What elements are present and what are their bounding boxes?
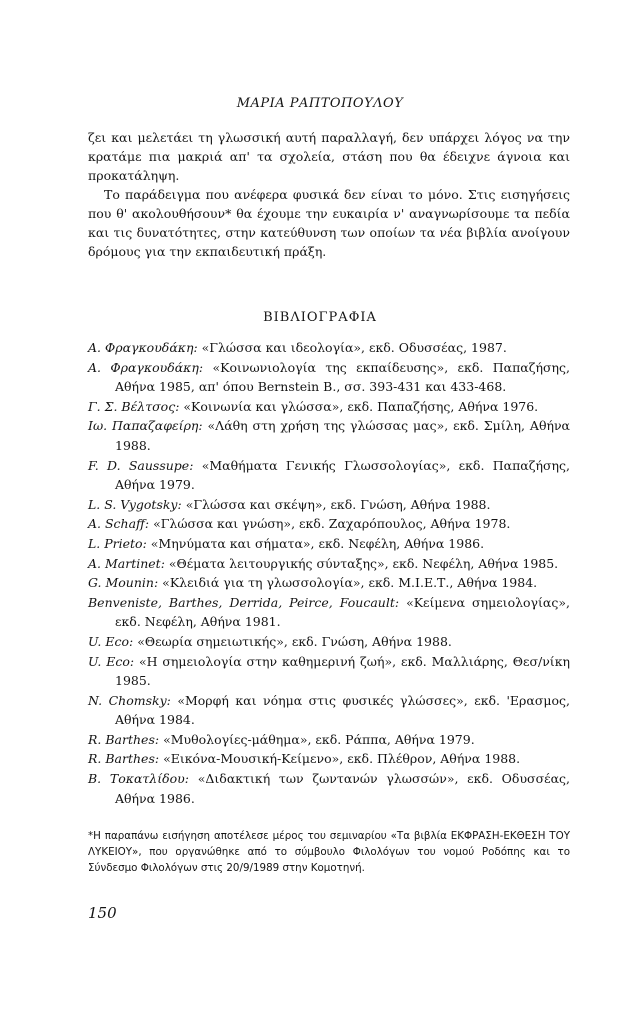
bibliography-author: U. Eco:	[88, 633, 134, 649]
body-paragraph: Το παράδειγμα που ανέφερα φυσικά δεν είναι το μόνο. Στις εισηγήσεις που θ' ακολουθήσουν* θα έχουμε την ευκαιρία ν' αναγνωρίσουμε τα πεδία και τις δυνατότητες, στην κατεύθυνση των οποίων τα νέα βιβλία ανοίγουν δρόμους για την εκπαιδευτική πράξη.	[88, 187, 570, 259]
bibliography-author: A. Martinet:	[88, 555, 165, 571]
bibliography-reference: «Γλώσσα και σκέψη», εκδ. Γνώση, Αθήνα 1988.	[185, 496, 491, 512]
bibliography-reference: «Θέματα λειτουργικής σύνταξης», εκδ. Νεφέλη, Αθήνα 1985.	[168, 555, 559, 571]
bibliography-author: Benveniste, Barthes, Derrida, Peirce, Foucault:	[88, 594, 400, 610]
bibliography-entry	[88, 534, 570, 554]
bibliography-author: L. Prieto:	[88, 535, 147, 551]
bibliography-reference: «Μαθήματα Γενικής Γλωσσολογίας», εκδ. Παπαζήσης, Αθήνα 1979.	[115, 457, 570, 493]
bibliography-reference: «Κείμενα σημειολογίας», εκδ. Νεφέλη, Αθήνα 1981.	[115, 594, 570, 630]
running-header: ΜΑΡΙΑ ΡΑΠΤΟΠΟΥΛΟΥ	[236, 96, 404, 111]
bibliography-reference: «Κλειδιά για τη γλωσσολογία», εκδ. Μ.Ι.Ε.Τ., Αθήνα 1984.	[162, 575, 538, 591]
bibliography-entry	[88, 416, 570, 455]
bibliography-reference: «Μυθολογίες-μάθημα», εκδ. Ράππα, Αθήνα 1979.	[163, 731, 475, 747]
bibliography-author: Α. Φραγκουδάκη:	[88, 340, 198, 355]
bibliography-entry	[88, 495, 570, 515]
bibliography-author: Β. Τοκατλίδου:	[88, 771, 189, 787]
bibliography-reference: «Η σημειολογία στην καθημερινή ζωή», εκδ. Μαλλιάρης, Θεσ/νίκη 1985.	[115, 653, 570, 689]
bibliography-author: Α. Φραγκουδάκη:	[88, 359, 204, 375]
bibliography-reference: «Γλώσσα και γνώση», εκδ. Ζαχαρόπουλος, Αθήνα 1978.	[153, 516, 511, 532]
bibliography-reference: «Διδακτική των ζωντανών γλωσσών», εκδ. Οδυσσέας, Αθήνα 1986.	[115, 771, 570, 806]
bibliography-entry	[88, 593, 570, 632]
bibliography-entry	[88, 749, 570, 769]
bibliography-author: A. Schaff:	[88, 516, 150, 532]
bibliography-title: ΒΙΒΛΙΟΓΡΑΦΙΑ	[263, 310, 377, 325]
bibliography-list	[88, 338, 570, 808]
bibliography-entry	[88, 652, 570, 691]
bibliography-entry	[88, 573, 570, 593]
bibliography-author: R. Barthes:	[88, 731, 160, 747]
bibliography-author: N. Chomsky:	[88, 692, 171, 708]
bibliography-author: L. S. Vygotsky:	[88, 496, 182, 512]
bibliography-reference: «Εικόνα-Μουσική-Κείμενο», εκδ. Πλέθρον, Αθήνα 1988.	[163, 751, 521, 767]
footnote: *Η παραπάνω εισήγηση αποτέλεσε μέρος του σεμιναρίου «Τα βιβλία ΕΚΦΡΑΣΗ-ΕΚΘΕΣΗ ΤΟΥ ΛΥΚΕΙΟΥ», που οργανώθηκε από το σύμβουλο Φιλολόγων του νομού Ροδόπης και το Σύνδεσμο Φιλολόγων στις 20/9/1989 στην Κομοτηνή.	[88, 830, 570, 874]
bibliography-author: Γ. Σ. Βέλτσος:	[88, 398, 180, 414]
bibliography-reference: «Κοινωνιολογία της εκπαίδευσης», εκδ. Παπαζήσης, Αθήνα 1985, απ' όπου Bernstein B., σσ. 393-431 και 433-468.	[115, 359, 570, 395]
bibliography-entry	[88, 554, 570, 574]
bibliography-author: U. Eco:	[88, 653, 135, 669]
body-paragraph: ζει και μελετάει τη γλωσσική αυτή παραλλαγή, δεν υπάρχει λόγος να την κρατάμε πια μακριά απ' τα σχολεία, στάση που θα έδειχνε άγνοια και προκατάληψη.	[88, 130, 570, 183]
bibliography-reference: «Μορφή και νόημα στις φυσικές γλώσσες», εκδ. 'Ερασμος, Αθήνα 1984.	[115, 692, 570, 728]
bibliography-entry	[88, 691, 570, 730]
bibliography-author: R. Barthes:	[88, 751, 160, 767]
bibliography-reference: «Λάθη στη χρήση της γλώσσας μας», εκδ. Σμίλη, Αθήνα 1988.	[115, 418, 570, 453]
page-number: 150	[88, 904, 117, 922]
bibliography-entry	[88, 358, 570, 397]
bibliography-entry	[88, 632, 570, 652]
body-text	[88, 128, 570, 261]
bibliography-author: Ιω. Παπαζαφείρη:	[88, 418, 203, 434]
bibliography-entry	[88, 338, 570, 358]
bibliography-entry	[88, 514, 570, 534]
bibliography-author: G. Mounin:	[88, 575, 159, 591]
bibliography-author: F. D. Saussupe:	[88, 457, 194, 473]
bibliography-entry	[88, 456, 570, 495]
bibliography-reference: «Γλώσσα και ιδεολογία», εκδ. Οδυσσέας, 1987.	[201, 340, 507, 355]
bibliography-reference: «Μηνύματα και σήματα», εκδ. Νεφέλη, Αθήνα 1986.	[150, 535, 485, 551]
bibliography-reference: «Κοινωνία και γλώσσα», εκδ. Παπαζήσης, Αθήνα 1976.	[183, 398, 539, 414]
bibliography-entry	[88, 397, 570, 417]
bibliography-reference: «Θεωρία σημειωτικής», εκδ. Γνώση, Αθήνα 1988.	[137, 633, 452, 649]
bibliography-entry	[88, 769, 570, 808]
bibliography-entry	[88, 730, 570, 750]
